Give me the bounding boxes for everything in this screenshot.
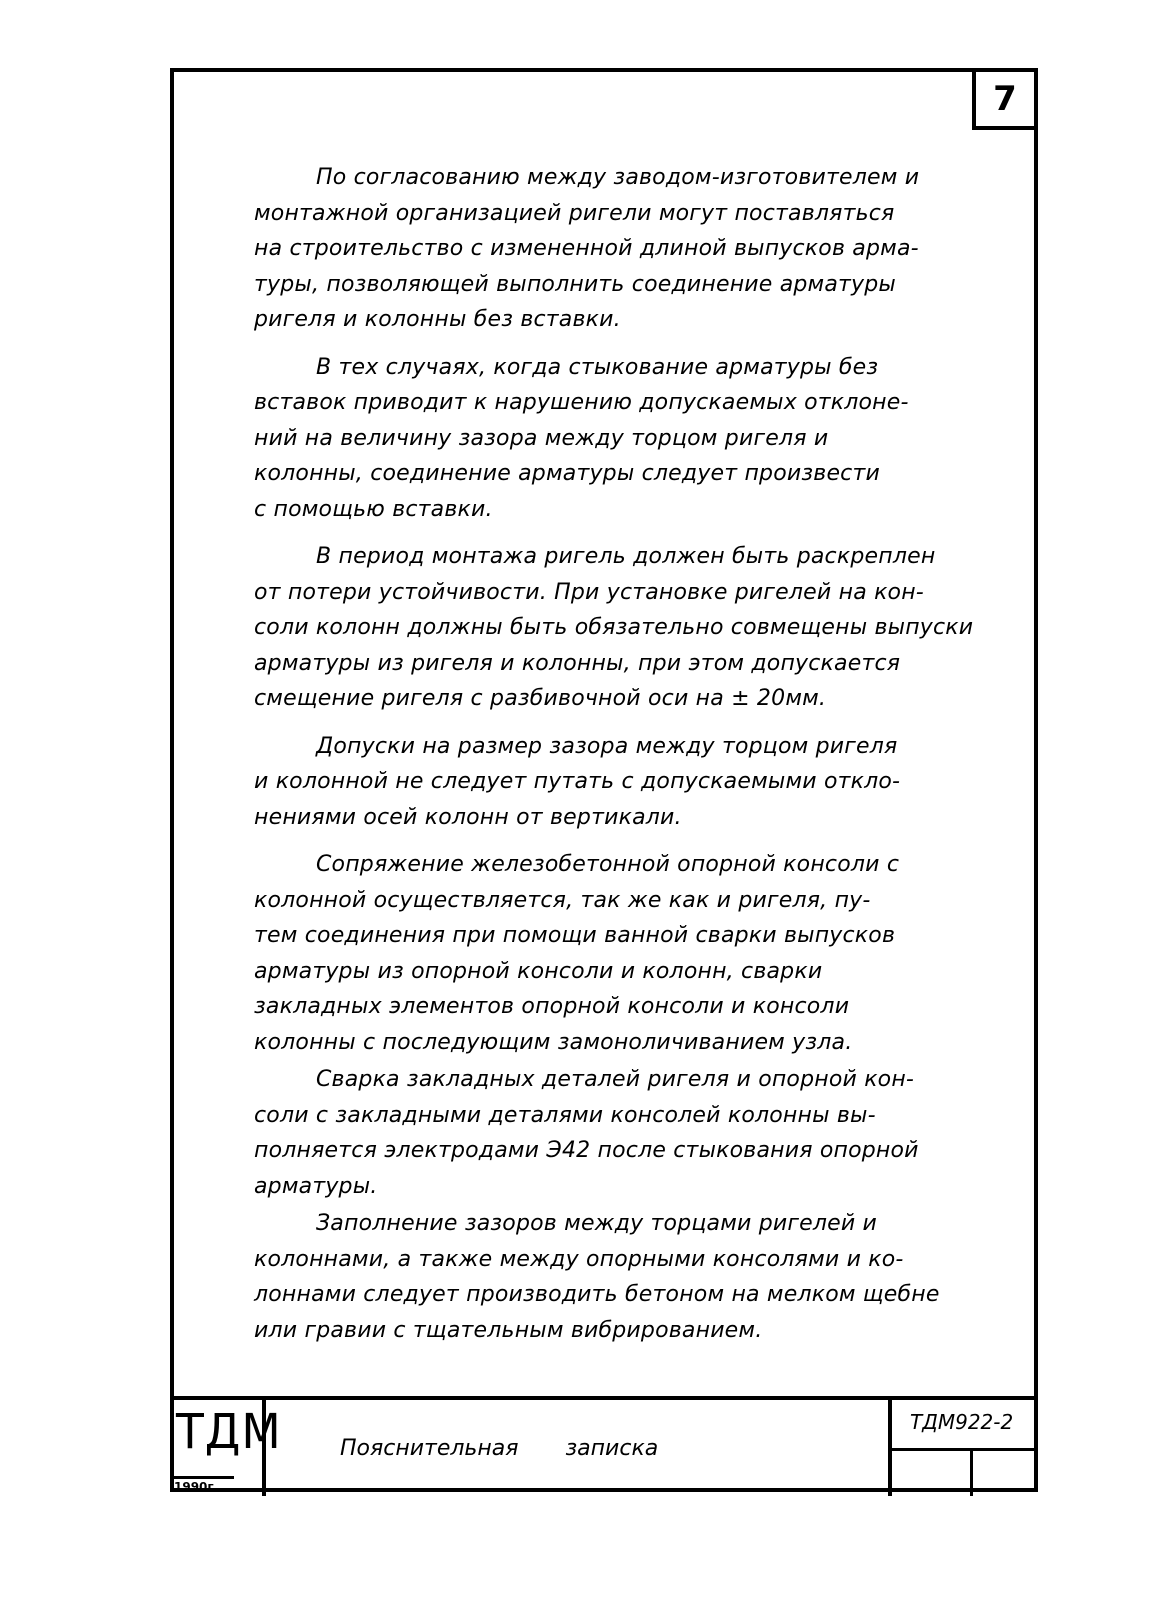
text-line: арматуры из опорной консоли и колонн, сварки	[254, 958, 823, 984]
text-line: на строительство с измененной длиной выпусков арма-	[254, 236, 919, 261]
code-divider	[892, 1448, 1038, 1451]
text-line: смещение ригеля с разбивочной оси на ± 20мм.	[254, 686, 827, 711]
text-line: колонной осуществляется, так же как и ригеля, пу-	[254, 887, 871, 913]
text-line: ний на величину зазора между торцом ригеля и	[254, 425, 829, 451]
text-line: полняется электродами Э42 после стыкования опорной	[254, 1138, 919, 1163]
document-code: ТДМ922-2	[910, 1410, 1014, 1434]
paragraph	[254, 1062, 1014, 1204]
text-line: соли колонн должны быть обязательно совмещены выпуски	[254, 615, 974, 640]
text-line: Допуски на размер зазора между торцом ригеля	[316, 733, 898, 759]
page-number: 7	[993, 79, 1017, 119]
code-cell	[888, 1400, 1038, 1496]
text-line: нениями осей колонн от вертикали.	[254, 804, 682, 830]
text-line: Заполнение зазоров между торцами ригелей и	[316, 1211, 878, 1236]
text-line: монтажной организацией ригели могут поставляться	[254, 200, 895, 226]
text-line: колонны с последующим замоноличиванием узла.	[254, 1029, 853, 1055]
text-line: В тех случаях, когда стыкование арматуры без	[316, 354, 879, 380]
logo-year: 1990г	[174, 1476, 234, 1494]
paragraph	[254, 1206, 1014, 1348]
text-line: или гравии с тщательным вибрированием.	[254, 1317, 763, 1343]
text-line: Сопряжение железобетонной опорной консоли с	[316, 852, 900, 877]
text-line: колоннами, а также между опорными консолями и ко-	[254, 1246, 904, 1272]
text-line: с помощью вставки.	[254, 496, 493, 522]
explanatory-text	[254, 160, 1014, 1360]
paragraph	[254, 847, 1014, 1060]
text-line: В период монтажа ригель должен быть раскреплен	[316, 544, 936, 569]
text-line: туры, позволяющей выполнить соединение арматуры	[254, 271, 897, 297]
document-title: Пояснительная записка	[340, 1436, 659, 1461]
sheet-divider	[970, 1448, 973, 1496]
paragraph	[254, 350, 1014, 528]
text-line: арматуры из ригеля и колонны, при этом допускается	[254, 650, 901, 676]
text-line: соли с закладными деталями консолей колонны вы-	[254, 1102, 876, 1128]
page-number-box	[972, 68, 1038, 130]
text-line: закладных элементов опорной консоли и консоли	[254, 994, 850, 1019]
text-line: и колонной не следует путать с допускаемыми откло-	[254, 769, 901, 794]
text-line: арматуры.	[254, 1173, 378, 1199]
text-line: Сварка закладных деталей ригеля и опорной кон-	[316, 1067, 915, 1092]
text-line: По согласованию между заводом-изготовителем и	[316, 165, 920, 190]
drawing-sheet	[170, 68, 1038, 1492]
text-line: колонны, соединение арматуры следует произвести	[254, 461, 880, 486]
title-block	[170, 1396, 1038, 1492]
paragraph	[254, 160, 1014, 338]
logo-cell	[170, 1400, 282, 1496]
organization-logo: ТДМ	[176, 1404, 282, 1460]
text-line: ригеля и колонны без вставки.	[254, 307, 621, 332]
text-line: от потери устойчивости. При установке ригелей на кон-	[254, 579, 924, 605]
paragraph	[254, 539, 1014, 717]
text-line: тем соединения при помощи ванной сварки выпусков	[254, 923, 896, 948]
text-line: лоннами следует производить бетоном на мелком щебне	[254, 1282, 940, 1307]
paragraph	[254, 729, 1014, 836]
text-line: вставок приводит к нарушению допускаемых отклоне-	[254, 390, 909, 415]
